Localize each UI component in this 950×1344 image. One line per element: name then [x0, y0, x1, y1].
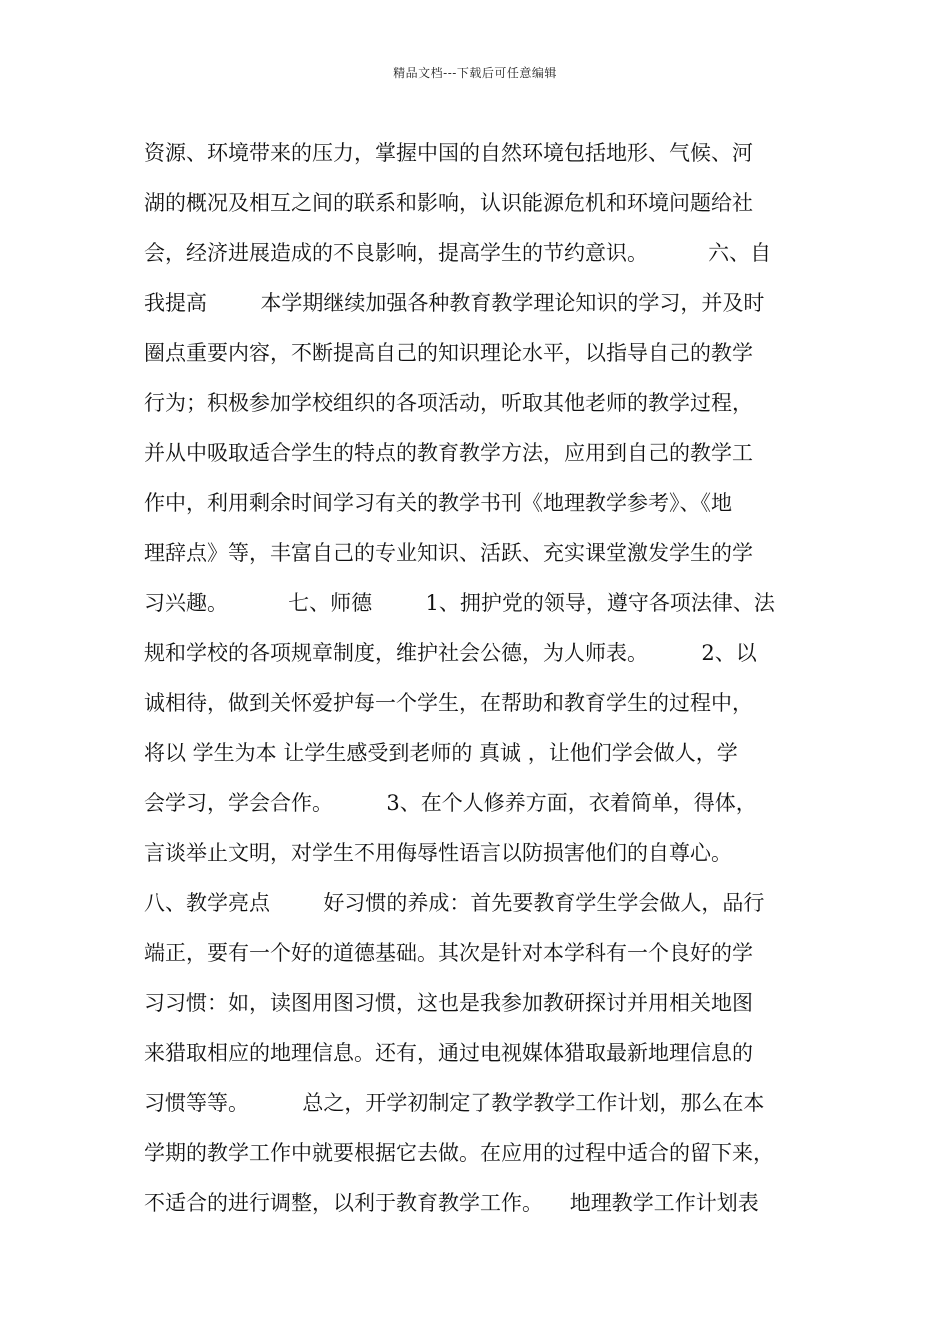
- text-line: 不适合的进行调整，以利于教育教学工作。 地理教学工作计划表: [144, 1191, 759, 1215]
- text-line: 诚相待，做到关怀爱护每一个学生，在帮助和教育学生的过程中，: [144, 691, 753, 715]
- text-line: 理辞点》等，丰富自己的专业知识、活跃、充实课堂激发学生的学: [144, 541, 753, 565]
- text-line: 会学习，学会合作。 3、在个人修养方面，衣着简单，得体，: [144, 791, 757, 815]
- text-line: 学期的教学工作中就要根据它去做。在应用的过程中适合的留下来，: [144, 1141, 774, 1165]
- document-body: [144, 128, 824, 1228]
- text-line: 规和学校的各项规章制度，维护社会公德，为人师表。 2、以: [144, 641, 757, 665]
- text-line: 资源、环境带来的压力，掌握中国的自然环境包括地形、气候、河: [144, 141, 753, 165]
- text-line: 习兴趣。 七、师德 1、拥护党的领导，遵守各项法律、法: [144, 591, 775, 615]
- text-line: 圈点重要内容，不断提高自己的知识理论水平，以指导自己的教学: [144, 341, 753, 365]
- page-header: 精品文档---下载后可任意编辑: [393, 66, 557, 80]
- text-line: 作中，利用剩余时间学习有关的教学书刊《地理教学参考》、《地: [144, 491, 732, 515]
- text-line: 将以 学生为本 让学生感受到老师的 真诚 ，让他们学会做人，学: [144, 741, 738, 765]
- text-line: 端正，要有一个好的道德基础。其次是针对本学科有一个良好的学: [144, 941, 753, 965]
- text-line: 言谈举止文明，对学生不用侮辱性语言以防损害他们的自尊心。: [144, 841, 732, 865]
- text-line: 会，经济进展造成的不良影响，提高学生的节约意识。 六、自: [144, 241, 772, 265]
- text-line: 我提高 本学期继续加强各种教育教学理论知识的学习，并及时: [144, 291, 765, 315]
- text-line: 八、教学亮点 好习惯的养成：首先要教育学生学会做人，品行: [144, 891, 765, 915]
- text-line: 湖的概况及相互之间的联系和影响，认识能源危机和环境问题给社: [144, 191, 753, 215]
- text-line: 来猎取相应的地理信息。还有，通过电视媒体猎取最新地理信息的: [144, 1041, 753, 1065]
- text-line: 并从中吸取适合学生的特点的教育教学方法，应用到自己的教学工: [144, 441, 753, 465]
- text-line: 习习惯：如，读图用图习惯，这也是我参加教研探讨并用相关地图: [144, 991, 753, 1015]
- text-line: 习惯等等。 总之，开学初制定了教学教学工作计划，那么在本: [144, 1091, 765, 1115]
- text-line: 行为；积极参加学校组织的各项活动，听取其他老师的教学过程，: [144, 391, 753, 415]
